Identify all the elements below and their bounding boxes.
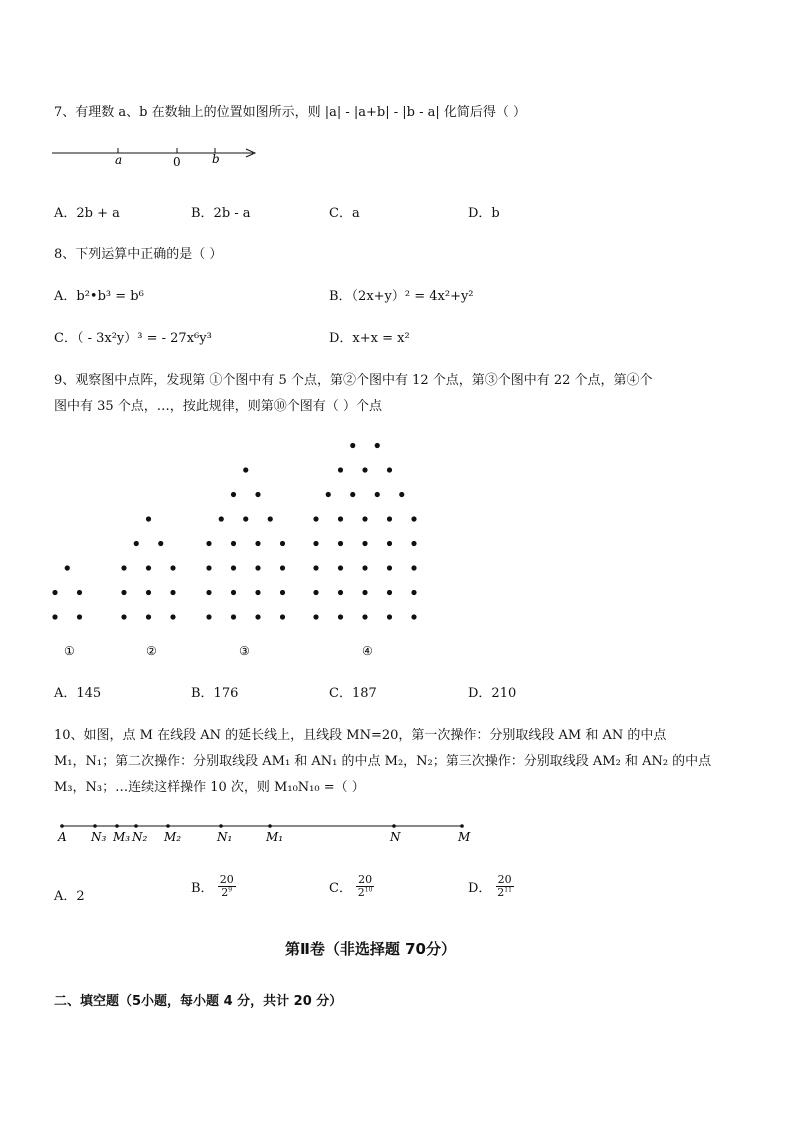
q10-stem-line1: 10、如图，点 M 在线段 AN 的延长线上，且线段 MN=20，第一次操作：分别取线段 AM 和 AN 的中点 [54,728,667,743]
dot-fig3 [280,541,285,546]
figure-label-2: ② [146,644,157,658]
fraction-c-exponent: 10 [364,886,373,894]
point-label-N3: N₃ [91,830,107,844]
dot-fig2 [170,614,175,619]
dot-fig4 [338,565,343,570]
dot-fig2 [146,565,151,570]
q9-stem-line2: 图中有 35 个点，…，按此规律，则第⑩个图有（ ）个点 [54,399,382,414]
q8-option-d: D．x+x = x² [329,331,410,346]
dot-fig2 [121,614,126,619]
dot-fig4 [375,492,380,497]
dot-fig4 [350,492,355,497]
point-label-N: N [390,830,401,844]
dot-fig3 [231,565,236,570]
q10-option-d-prefix: D． [468,881,492,897]
point-N3 [93,824,97,828]
point-M3 [115,824,119,828]
fraction-d-exponent: 11 [504,886,512,894]
dot-fig4 [411,541,416,546]
fraction-c-base: 2 [357,886,365,900]
axis-label-zero: 0 [173,155,181,169]
dot-fig2 [121,565,126,570]
dot-fig3 [243,516,248,521]
q8-option-b: B．（2x+y）² = 4x²+y² [329,289,474,304]
dot-fig4 [387,541,392,546]
q7-option-c: C．a [329,206,360,221]
dot-fig3 [280,565,285,570]
point-N1 [219,824,223,828]
fraction-d-numerator: 20 [497,873,512,886]
dot-fig1 [52,590,57,595]
figure-label-3: ③ [239,644,250,658]
dot-fig2 [146,516,151,521]
dot-fig3 [206,590,211,595]
dot-fig1 [65,565,70,570]
fraction-d-base: 2 [497,886,505,900]
point-label-M2: M₂ [164,830,182,844]
point-label-M: M [458,830,471,844]
dot-fig3 [255,565,260,570]
q10-segment-diagram [50,816,480,852]
point-label-A: A [58,830,67,844]
dot-fig3 [280,614,285,619]
q9-option-c: C．187 [329,686,377,701]
dot-fig1 [52,614,57,619]
dot-fig1 [77,590,82,595]
q7-option-a: A．2b + a [54,206,120,221]
point-label-N1: N₁ [217,830,233,844]
dot-fig4 [411,590,416,595]
q9-stem-line1: 9、观察图中点阵，发现第 ①个图中有 5 个点，第②个图中有 12 个点，第③个图中有 22 个点，第④个 [54,373,653,388]
q10-option-b [191,874,236,899]
dot-fig4 [362,541,367,546]
dot-fig4 [362,590,367,595]
q10-stem-line3: M₃，N₃；…连续这样操作 10 次，则 M₁₀N₁₀ =（ ） [54,780,365,795]
q8-stem: 8、下列运算中正确的是（ ） [54,247,223,262]
q9-dot-figures [40,425,440,665]
q7-number-line [50,140,265,172]
dot-fig3 [231,614,236,619]
part2-section-heading: 二、填空题（5小题，每小题 4 分，共计 20 分） [54,994,343,1009]
dot-fig4 [338,516,343,521]
dot-fig2 [146,614,151,619]
dot-fig4 [362,614,367,619]
q10-option-d [468,874,514,899]
dot-fig3 [206,565,211,570]
point-label-N2: N₂ [132,830,148,844]
fraction-b-base: 2 [221,886,229,900]
dot-fig3 [255,492,260,497]
dot-fig3 [206,614,211,619]
q10-option-b-prefix: B． [191,881,214,897]
dot-fig4 [362,565,367,570]
point-M [460,824,464,828]
dot-fig4 [387,590,392,595]
point-A [60,824,64,828]
dot-fig4 [411,614,416,619]
dot-fig4 [375,443,380,448]
q9-option-d: D．210 [468,686,517,701]
fraction-c-numerator: 20 [358,873,373,886]
dot-fig4 [387,614,392,619]
q7-option-d: D．b [468,206,500,221]
dot-fig4 [326,492,331,497]
dot-fig4 [338,590,343,595]
dot-fig4 [387,516,392,521]
axis-label-b: b [212,152,220,166]
dot-fig4 [387,565,392,570]
dot-fig3 [255,614,260,619]
q10-stem-line2: M₁，N₁；第二次操作：分别取线段 AM₁ 和 AN₁ 的中点 M₂，N₂；第三次操作：分别取线段 AM₂ 和 AN₂ 的中点 [54,754,712,769]
dot-fig3 [255,541,260,546]
dot-fig2 [158,541,163,546]
dot-fig4 [411,516,416,521]
fraction-c [356,874,374,899]
point-N2 [134,824,138,828]
point-M2 [166,824,170,828]
dot-fig4 [338,541,343,546]
q8-option-c: C．（ - 3x²y）³ = - 27x⁶y³ [54,331,212,346]
point-label-M3: M₃ [113,830,131,844]
dot-fig2 [170,590,175,595]
dot-fig4 [313,614,318,619]
q9-option-b: B．176 [191,686,239,701]
figure-label-4: ④ [362,644,373,658]
dot-fig3 [231,541,236,546]
q10-option-c-prefix: C． [329,881,352,897]
dot-fig3 [206,541,211,546]
dot-fig4 [399,492,404,497]
dot-fig3 [255,590,260,595]
dot-fig2 [121,590,126,595]
point-label-M1: M₁ [266,830,284,844]
dot-fig4 [362,467,367,472]
dot-fig3 [243,467,248,472]
dot-fig2 [134,541,139,546]
dot-fig4 [313,541,318,546]
fraction-d [496,874,514,899]
fraction-b-exponent: 9 [228,886,233,894]
dot-fig4 [362,516,367,521]
part2-title: 第Ⅱ卷（非选择题 70分） [285,940,456,958]
dot-fig4 [338,614,343,619]
dot-fig4 [313,565,318,570]
fraction-b [218,874,236,899]
q7-stem: 7、有理数 a、b 在数轴上的位置如图所示，则 |a| - |a+b| - |b - a| 化简后得（ ） [54,105,527,120]
dot-fig4 [313,516,318,521]
dot-fig4 [411,565,416,570]
axis-label-a: a [115,153,123,167]
dot-fig4 [338,467,343,472]
dot-fig3 [219,516,224,521]
dot-fig3 [268,516,273,521]
dot-fig2 [170,565,175,570]
point-M1 [268,824,272,828]
q7-option-b: B．2b - a [191,206,251,221]
dot-fig3 [231,590,236,595]
dot-fig3 [231,492,236,497]
point-N [392,824,396,828]
fraction-b-numerator: 20 [219,873,234,886]
dot-fig4 [350,443,355,448]
q10-option-c [329,874,374,899]
dot-fig4 [387,467,392,472]
q10-option-a: A．2 [54,889,85,904]
q9-option-a: A．145 [54,686,102,701]
q8-option-a: A．b²•b³ = b⁶ [54,289,144,304]
figure-label-1: ① [64,644,75,658]
dot-fig1 [77,614,82,619]
dot-fig4 [313,590,318,595]
dot-fig2 [146,590,151,595]
dot-fig3 [280,590,285,595]
